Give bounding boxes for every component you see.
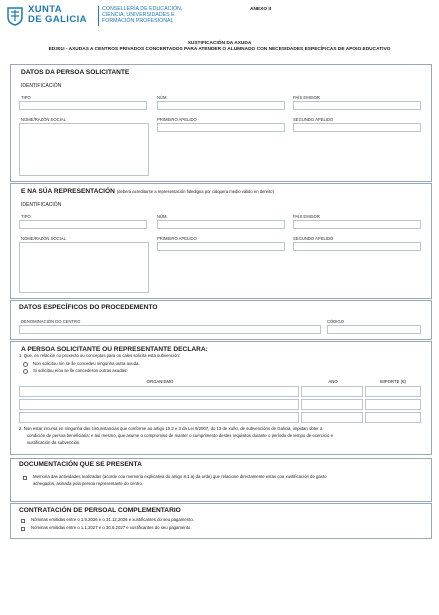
payroll-2027-label: Nóminas emitidas entre o 1.1.2027 e o 30.6.2027 e xustificantes do seu pagamento. bbox=[31, 525, 192, 530]
memoria-line1: Memoria das actividades realizadas (acorde coa memoria explicativa do artigo 8.1.a) da orde) que relacione directamente estas coa xustificación de gasto bbox=[33, 474, 327, 479]
declaration-item1: 1. Que, en relación co proxecto ou conceptos para os cales solicita esta subvención: bbox=[19, 353, 180, 358]
declaration-item2-line3: xustificación da subvención. bbox=[27, 440, 81, 445]
aid-organismo-3[interactable] bbox=[19, 412, 299, 423]
contracting-section bbox=[10, 503, 432, 539]
aid-ano-3[interactable] bbox=[301, 412, 363, 423]
no-other-aid-radio[interactable] bbox=[23, 362, 28, 367]
declaration-section bbox=[10, 341, 432, 455]
aid-organismo-2[interactable] bbox=[19, 399, 299, 410]
applicant-num-label: NÚM. bbox=[157, 95, 168, 100]
xunta-emblem-icon bbox=[6, 6, 24, 26]
applicant-apelido2-label: SEGUNDO APELIDO bbox=[293, 117, 334, 122]
payroll-2026-checkbox[interactable] bbox=[21, 519, 25, 523]
representative-pais-label: PAÍS EMISOR bbox=[293, 214, 320, 219]
dept-line1: CONSELLERÍA DE EDUCACIÓN, bbox=[102, 6, 183, 12]
logo-divider bbox=[98, 6, 99, 26]
memoria-checkbox[interactable] bbox=[23, 476, 27, 480]
aid-importe-2[interactable] bbox=[365, 399, 421, 410]
applicant-section-title: DATOS DA PERSOA SOLICITANTE bbox=[21, 69, 130, 76]
applicant-num-field[interactable] bbox=[157, 101, 285, 110]
applicant-nome-field[interactable] bbox=[19, 123, 149, 176]
memoria-line2: achegados, asinada pola persoa representante do centro. bbox=[33, 481, 144, 486]
applicant-apelido2-field[interactable] bbox=[293, 123, 421, 132]
aid-ano-1[interactable] bbox=[301, 386, 363, 397]
payroll-2027-checkbox[interactable] bbox=[21, 527, 25, 531]
representative-apelido2-field[interactable] bbox=[293, 242, 421, 251]
no-other-aid-label: Non solicitou nin se lle concedeu ningunha outra axuda. bbox=[33, 361, 140, 366]
xunta-line1: XUNTA bbox=[28, 4, 63, 15]
representative-title-text: E NA SÚA REPRESENTACIÓN bbox=[21, 188, 115, 195]
representative-num-label: NÚM. bbox=[157, 214, 168, 219]
other-aid-label: Si solicitou e/ou se lle concederon outras axudas: bbox=[33, 368, 128, 373]
codigo-label: CÓDIGO bbox=[327, 319, 344, 324]
documentation-section-title: DOCUMENTACIÓN QUE SE PRESENTA bbox=[19, 461, 142, 468]
col-organismo-header: ORGANISMO bbox=[146, 379, 174, 384]
xunta-line2: DE GALICIA bbox=[28, 14, 87, 25]
representative-apelido1-field[interactable] bbox=[157, 242, 285, 251]
page-subtitle: ED301I - AXUDAS A CENTROS PRIVADOS CONCERTADOS PARA ATENDER O ALUMNADO CON NECESIDADES ESPECÍFICAS DE APOIO EDUCATIVO bbox=[48, 47, 391, 52]
applicant-tipo-field[interactable] bbox=[19, 101, 147, 110]
applicant-apelido1-label: PRIMEIRO APELIDO bbox=[157, 117, 197, 122]
dept-line2: CIENCIA, UNIVERSIDADES E bbox=[102, 12, 175, 18]
applicant-pais-field[interactable] bbox=[293, 101, 421, 110]
documentation-section bbox=[10, 458, 432, 502]
payroll-2026-label: Nóminas emitidas entre o 1.9.2026 e o 31.12.2026 e xustificantes do seu pagamento. bbox=[31, 517, 194, 522]
applicant-pais-label: PAÍS EMISOR bbox=[293, 95, 320, 100]
annex-label: ANEXO II bbox=[250, 7, 272, 12]
representative-pais-field[interactable] bbox=[293, 220, 421, 229]
contracting-section-title: CONTRATACIÓN DE PERSOAL COMPLEMENTARIO bbox=[19, 507, 181, 514]
representative-title-note: (deberá acreditarse a representación fidedigna por calquera medio válido en dereito) bbox=[116, 189, 274, 194]
department-name bbox=[102, 6, 222, 24]
applicant-identification-label: IDENTIFICACIÓN bbox=[21, 83, 62, 89]
applicant-section bbox=[10, 64, 432, 182]
dept-line3: FORMACIÓN PROFESIONAL bbox=[102, 18, 174, 24]
declaration-item2-line1: 2. Non estar incursa en ningunha das circunstancias que conforme ao artigo 10.2 e 3 da Lei 9/2007, do 13 de xuño, de subvencións de Galicia, impidan obter a bbox=[19, 426, 323, 431]
representative-section-title bbox=[21, 188, 274, 195]
procedure-section-title: DATOS ESPECÍFICOS DO PROCEDEMENTO bbox=[19, 304, 158, 311]
aid-importe-3[interactable] bbox=[365, 412, 421, 423]
representative-section bbox=[10, 183, 432, 299]
centro-field[interactable] bbox=[19, 325, 321, 334]
representative-nome-field[interactable] bbox=[19, 242, 149, 293]
representative-nome-label: NOME/RAZÓN SOCIAL bbox=[21, 236, 66, 241]
other-aid-radio[interactable] bbox=[23, 369, 28, 374]
declaration-item2-line2: condición de persoa beneficiaria; e así mesmo, que asume o compromiso de manter o cumprimento destes requisitos durante o período de tempo de exercicio e bbox=[27, 433, 333, 438]
aid-organismo-1[interactable] bbox=[19, 386, 299, 397]
applicant-tipo-label: TIPO bbox=[21, 95, 31, 100]
xunta-logo-text bbox=[28, 5, 87, 25]
aid-ano-2[interactable] bbox=[301, 399, 363, 410]
centro-label: DENOMINACIÓN DO CENTRO bbox=[21, 319, 81, 324]
page-title: XUSTIFICACIÓN DA AXUDA bbox=[187, 41, 252, 46]
declaration-section-title: A PERSOA SOLICITANTE OU REPRESENTANTE DECLARA: bbox=[21, 346, 208, 353]
representative-apelido1-label: PRIMEIRO APELIDO bbox=[157, 236, 197, 241]
aid-importe-1[interactable] bbox=[365, 386, 421, 397]
col-importe-header: IMPORTE (€) bbox=[380, 379, 406, 384]
representative-num-field[interactable] bbox=[157, 220, 285, 229]
applicant-apelido1-field[interactable] bbox=[157, 123, 285, 132]
col-ano-header: ANO bbox=[328, 379, 338, 384]
procedure-section bbox=[10, 300, 432, 340]
representative-apelido2-label: SEGUNDO APELIDO bbox=[293, 236, 334, 241]
representative-tipo-label: TIPO bbox=[21, 214, 31, 219]
representative-tipo-field[interactable] bbox=[19, 220, 147, 229]
applicant-nome-label: NOME/RAZÓN SOCIAL bbox=[21, 117, 66, 122]
representative-identification-label: IDENTIFICACIÓN bbox=[21, 202, 62, 208]
codigo-field[interactable] bbox=[327, 325, 421, 334]
